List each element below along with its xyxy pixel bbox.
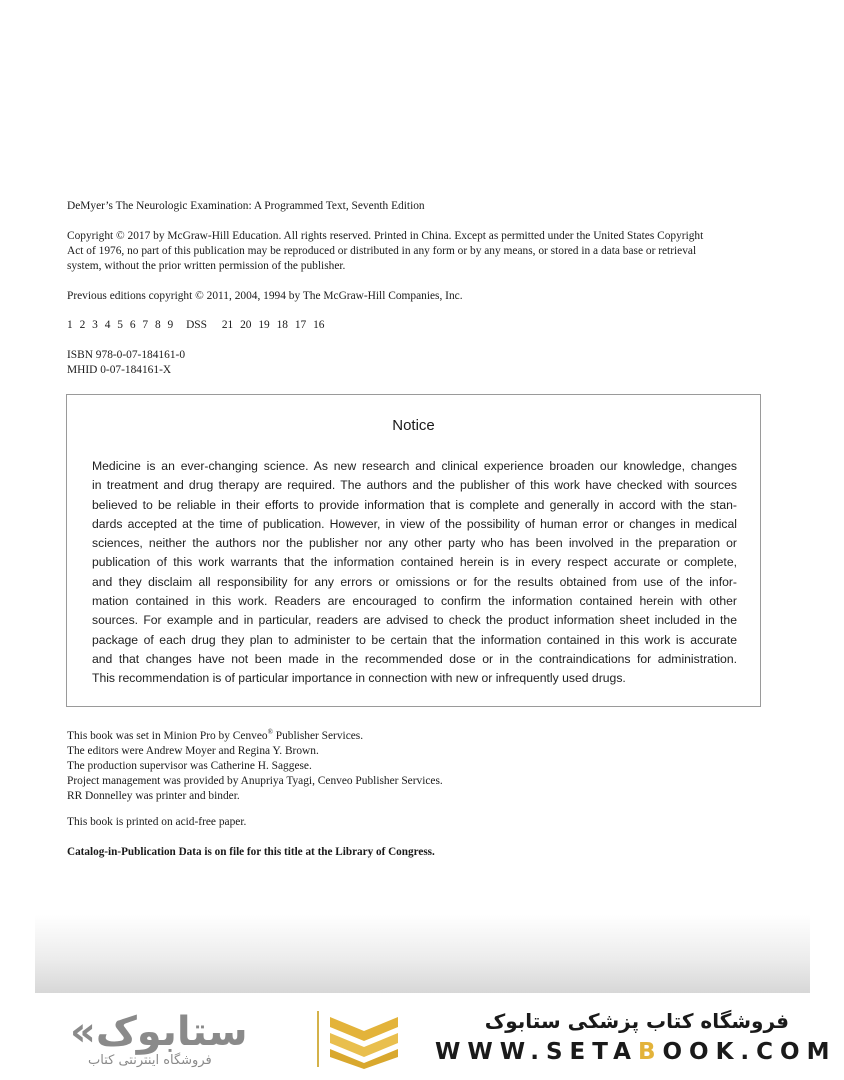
print-number: 5 xyxy=(117,319,123,331)
printer-credit: RR Donnelley was printer and binder. xyxy=(67,789,240,802)
copyright-line-3: system, without the prior written permission of the publisher. xyxy=(67,260,346,272)
url-part: WWW.SETA xyxy=(435,1039,638,1065)
shop-name: فروشگاه کتاب پزشکی ستابوک xyxy=(484,1009,789,1033)
print-year: 20 xyxy=(240,319,252,331)
copyright-line-2: Act of 1976, no part of this publication may be reproduced or distributed in any form or by any means, or stored in a data base or retrieval xyxy=(67,245,697,257)
notice-line: package of each drug they plan to administer to be certain that the information contained in this work is accurate xyxy=(92,632,737,647)
print-year: 19 xyxy=(258,319,270,331)
typeset-text-end: Publisher Services. xyxy=(272,729,364,742)
printer-code: DSS xyxy=(186,319,207,331)
copyright-statement xyxy=(67,229,767,274)
shop-url xyxy=(435,1039,836,1065)
url-part: OOK.COM xyxy=(662,1039,837,1065)
print-number: 1 xyxy=(67,319,73,331)
mhid: MHID 0-07-184161-X xyxy=(67,364,172,376)
print-number: 4 xyxy=(104,319,111,331)
isbn: ISBN 978-0-07-184161-0 xyxy=(67,349,186,361)
printing-line xyxy=(67,318,767,333)
notice-line: This recommendation is of particular importance in connection with new or infrequently used drugs. xyxy=(92,671,626,686)
notice-line: believed to be reliable in their efforts to provide information that is complete and generally in accord with the stan- xyxy=(92,497,737,512)
logo-subtitle: فروشگاه اینترنتی کتاب xyxy=(88,1053,212,1068)
acid-free-note xyxy=(67,815,767,830)
notice-line: sciences, neither the authors nor the publisher nor any other party who has been involved in the preparation or xyxy=(92,536,737,551)
print-year: 21 xyxy=(221,319,234,331)
production-credit: The production supervisor was Catherine H. Saggese. xyxy=(67,759,312,772)
notice-line: Medicine is an ever-changing science. As new research and clinical experience broaden our knowledge, changes xyxy=(92,459,737,473)
notice-line: and they disclaim all responsibility for any errors or omissions or for the results obtained from use of the infor- xyxy=(92,574,737,589)
print-number: 6 xyxy=(129,319,136,331)
previous-editions-text: Previous editions copyright © 2011, 2004, 1994 by The McGraw-Hill Companies, Inc. xyxy=(67,290,463,302)
notice-title: Notice xyxy=(392,417,435,434)
logo-text: «ستابوک xyxy=(70,1009,248,1055)
store-logo xyxy=(70,1005,340,1071)
url-accent-letter: B xyxy=(637,1039,663,1065)
book-title-line xyxy=(67,199,767,214)
book-title-text: DeMyer’s The Neurologic Examination: A Programmed Text, Seventh Edition xyxy=(67,200,425,212)
print-year: 18 xyxy=(276,319,288,331)
notice-line: in treatment and drug therapy are required. The authors and the publisher of this work have checked with sources xyxy=(92,478,737,493)
production-credits xyxy=(67,725,767,804)
notice-body xyxy=(92,457,737,689)
acid-free-text: This book is printed on acid-free paper. xyxy=(67,816,247,828)
typeset-text: This book was set in Minion Pro by Cenveo xyxy=(67,729,268,742)
notice-box xyxy=(66,394,761,707)
notice-line: mation contained in this work. Readers are encouraged to confirm the information contained herein with other xyxy=(92,594,737,609)
project-credit: Project management was provided by Anupriya Tyagi, Cenveo Publisher Services. xyxy=(67,774,443,787)
print-year: 16 xyxy=(313,319,325,331)
previous-editions xyxy=(67,289,767,304)
copyright-line-1: Copyright © 2017 by McGraw-Hill Education. All rights reserved. Printed in China. Except as permitted under the United States Copyright xyxy=(67,230,704,242)
catalog-text: Catalog-in-Publication Data is on file for this title at the Library of Congress. xyxy=(67,846,435,858)
notice-line: and that changes have not been made in the recommended dose or in the contraindications for administration. xyxy=(92,651,737,666)
notice-line: publication of this work warrants that the information contained herein is in every respect accurate or complete, xyxy=(92,555,737,570)
print-number: 3 xyxy=(92,319,98,331)
editors-credit: The editors were Andrew Moyer and Regina Y. Brown. xyxy=(67,744,319,757)
print-number: 9 xyxy=(167,319,174,331)
watermark-footer xyxy=(0,993,844,1080)
page-shadow xyxy=(35,915,810,995)
notice-line: sources. For example and in particular, readers are advised to check the product information sheet included in the xyxy=(92,613,737,628)
logo-divider xyxy=(317,1011,319,1067)
print-number: 7 xyxy=(142,319,149,331)
catalog-note xyxy=(67,845,767,860)
print-number: 8 xyxy=(154,319,161,331)
print-number: 2 xyxy=(79,319,86,331)
notice-line: dards accepted at the time of publication. However, in view of the possibility of human error or changes in medical xyxy=(92,516,737,531)
identifiers xyxy=(67,348,767,378)
chevron-stack-icon xyxy=(328,1013,400,1069)
typeset-credit xyxy=(67,725,767,744)
print-year: 17 xyxy=(294,319,307,331)
registered-mark: ® xyxy=(267,728,273,736)
